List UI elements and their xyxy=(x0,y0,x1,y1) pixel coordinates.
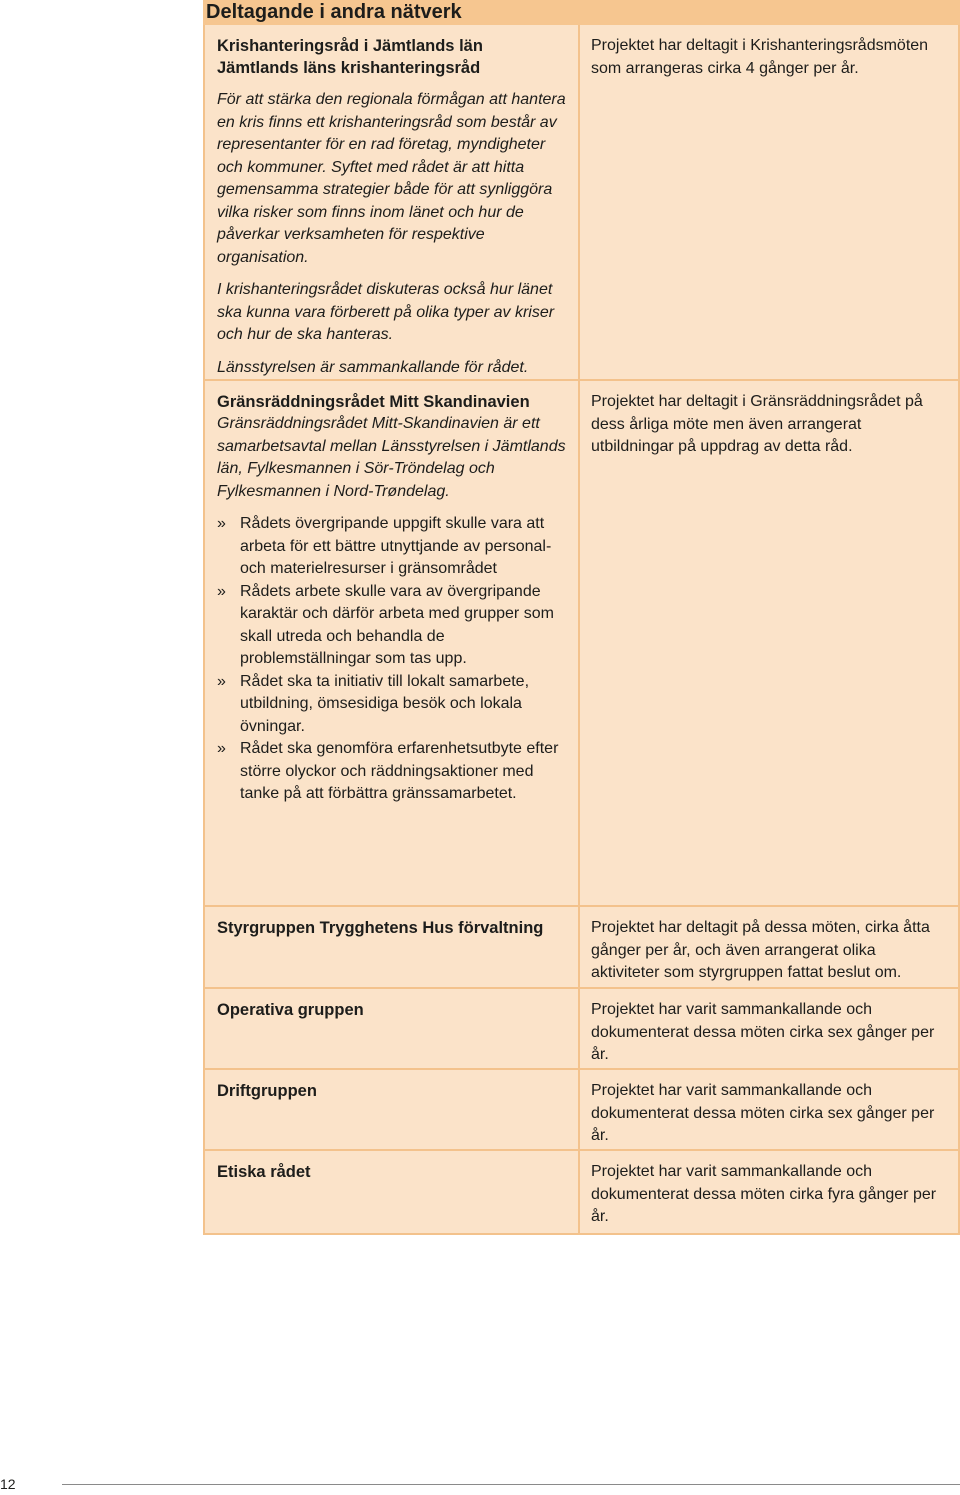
network-description: För att stärka den regionala förmågan att hantera en kris finns ett krishanteringsråd som består av representanter för en rad företag, myndigheter och kommuner. Syftet med rådet är att hitta gemensamma strategier både för att synliggöra vilka risker som finns inom länet och hur de påverkar verksamheten för respektive organisation. xyxy=(217,91,566,266)
table-row xyxy=(205,1151,958,1233)
list-item: » Rådet ska genomföra erfarenhetsutbyte efter större olyckor och räddningsaktioner med tanke på att förbättra gränssamarbetet. xyxy=(217,740,559,802)
bullet-marker: » xyxy=(217,582,226,600)
bullet-marker: » xyxy=(217,740,226,757)
network-title: Styrgruppen Trygghetens Hus förvaltning xyxy=(217,919,544,937)
participation-text: Projektet har varit sammankallande och dokumenterat dessa möten cirka sex gånger per år. xyxy=(591,1082,935,1144)
participation-text: Projektet har varit sammankallande och dokumenterat dessa möten cirka fyra gånger per år. xyxy=(591,1163,937,1225)
network-title: Driftgruppen xyxy=(217,1082,317,1100)
network-table xyxy=(203,25,960,1235)
table-row xyxy=(205,25,958,381)
network-subtitle: Jämtlands läns krishanteringsråd xyxy=(217,59,481,77)
participation-cell xyxy=(580,989,958,1070)
participation-cell xyxy=(580,25,958,381)
list-item: » Rådets övergripande uppgift skulle vara att arbeta för ett bättre utnyttjande av personal- och materielresurser i gränsområdet xyxy=(217,515,552,577)
table-row xyxy=(205,907,958,989)
network-title: Krishanteringsråd i Jämtlands län xyxy=(217,37,483,55)
footer-rule xyxy=(62,1484,960,1485)
participation-text: Projektet har deltagit i Krishanteringsrådsmöten som arrangeras cirka 4 gånger per år. xyxy=(591,37,929,77)
network-cell xyxy=(205,1070,580,1151)
participation-text: Projektet har deltagit på dessa möten, cirka åtta gånger per år, och även arrangerat olika aktiviteter som styrgruppen fattat beslut om. xyxy=(591,919,930,981)
participation-text: Projektet har varit sammankallande och dokumenterat dessa möten cirka sex gånger per år. xyxy=(591,1001,935,1063)
bullet-marker: » xyxy=(217,515,226,532)
participation-cell xyxy=(580,1151,958,1233)
participation-cell xyxy=(580,907,958,989)
bullet-marker: » xyxy=(217,672,226,690)
network-title: Gränsräddningsrådet Mitt Skandinavien xyxy=(217,393,530,411)
network-cell xyxy=(205,25,580,381)
participation-cell xyxy=(580,1070,958,1151)
list-item: » Rådet ska ta initiativ till lokalt samarbete, utbildning, ömsesidiga besök och lokala övningar. xyxy=(217,672,530,735)
network-description: Gränsräddningsrådet Mitt-Skandinavien är ett samarbetsavtal mellan Länsstyrelsen i Jämtlands län, Fylkesmannen i Sör-Tröndelag och Fylkesmannen i Nord-Trøndelag. xyxy=(217,415,566,500)
table-row xyxy=(205,1070,958,1151)
network-cell xyxy=(205,907,580,989)
participation-text: Projektet har deltagit i Gränsräddningsrådet på dess årliga möte men även arrangerat utbildningar på uppdrag av detta råd. xyxy=(591,393,923,455)
network-cell xyxy=(205,381,580,907)
network-description: Länsstyrelsen är sammankallande för rådet. xyxy=(217,358,529,376)
network-title: Operativa gruppen xyxy=(217,1001,364,1019)
table-row xyxy=(205,381,958,907)
page-number: 12 xyxy=(0,1476,16,1492)
network-description: I krishanteringsrådet diskuteras också hur länet ska kunna vara förberett på olika typer av kriser och hur de ska hanteras. xyxy=(217,281,555,343)
network-title: Etiska rådet xyxy=(217,1163,311,1181)
participation-cell xyxy=(580,381,958,907)
page-title: Deltagande i andra nätverk xyxy=(203,0,960,25)
network-cell xyxy=(205,989,580,1070)
network-cell xyxy=(205,1151,580,1233)
list-item: » Rådets arbete skulle vara av övergripande karaktär och därför arbeta med grupper som skall utreda och behandla de problemställningar som tas upp. xyxy=(217,582,554,667)
table-row xyxy=(205,989,958,1070)
goal-list xyxy=(217,513,568,806)
